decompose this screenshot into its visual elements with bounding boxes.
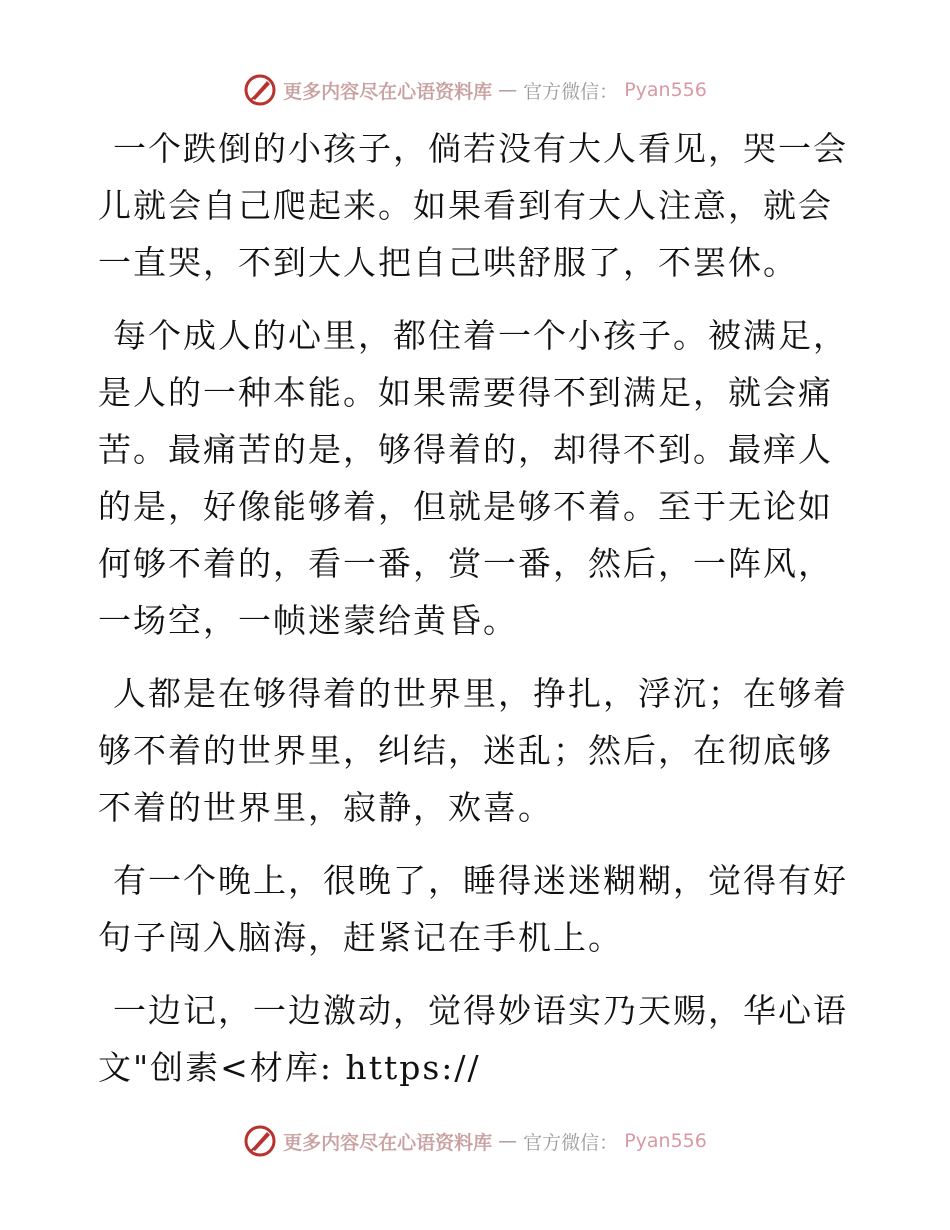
watermark-wechat-id: Pyan556 xyxy=(624,79,707,101)
footer-watermark xyxy=(0,1121,950,1161)
watermark-official-label: 官方微信： xyxy=(523,80,619,103)
paragraph: 有一个晚上，很晚了，睡得迷迷糊糊，觉得有好句子闯入脑海，赶紧记在手机上。 xyxy=(98,861,848,957)
paragraph: 一边记，一边激动，觉得妙语实乃天赐，华心语文"创素<材库: https:// xyxy=(98,991,848,1087)
paragraph: 一个跌倒的小孩子，倘若没有大人看见，哭一会儿就会自己爬起来。如果看到有大人注意，就会一直哭，不到大人把自己哄舒服了，不罢休。 xyxy=(98,129,848,282)
watermark-dash: — xyxy=(498,79,518,101)
paragraph: 每个成人的心里，都住着一个小孩子。被满足，是人的一种本能。如果需要得不到满足，就会痛苦。最痛苦的是，够得着的，却得不到。最痒人的是，好像能够着，但就是够不着。至于无论如何够不着的，看一番，赏一番，然后，一阵风，一场空，一帧迷蒙给黄昏。 xyxy=(98,316,848,640)
watermark-wechat-id: Pyan556 xyxy=(624,1130,707,1152)
watermark-dash: — xyxy=(498,1130,518,1152)
watermark-official-label: 官方微信： xyxy=(523,1131,619,1154)
quill-seal-icon xyxy=(243,1124,277,1158)
watermark-main-text: 更多内容尽在心语资料库 xyxy=(283,80,493,103)
watermark-main-text: 更多内容尽在心语资料库 xyxy=(283,1131,493,1154)
quill-seal-icon xyxy=(243,73,277,107)
document-body xyxy=(98,120,858,1112)
paragraph: 人都是在够得着的世界里，挣扎，浮沉；在够着够不着的世界里，纠结，迷乱；然后，在彻底够不着的世界里，寂静，欢喜。 xyxy=(98,674,848,827)
header-watermark xyxy=(0,70,950,110)
